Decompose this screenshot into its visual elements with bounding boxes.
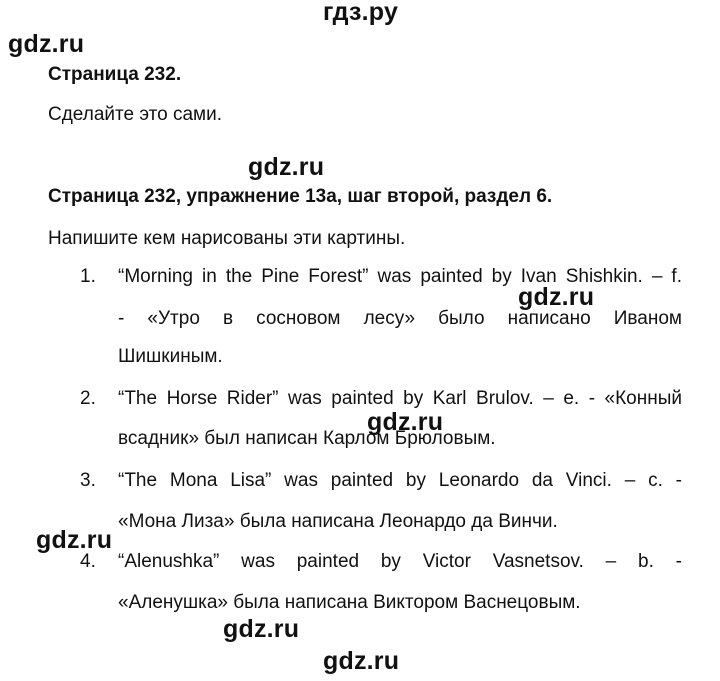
watermark-bottom-1: gdz.ru: [223, 615, 300, 643]
list-item-line: “The Mona Lisa” was painted by Leonardo da Vinci. – c. -: [118, 470, 682, 491]
section1-text: Сделайте это сами.: [48, 104, 222, 125]
list-item-line: «Аленушка» была написана Виктором Васнецовым.: [118, 592, 581, 613]
watermark-top: гдз.ру: [323, 0, 399, 26]
section2-intro: Напишите кем нарисованы эти картины.: [48, 228, 406, 249]
watermark-bottom-2: gdz.ru: [323, 647, 400, 675]
list-item-line: “Morning in the Pine Forest” was painted by Ivan Shishkin. – f.: [118, 266, 682, 287]
list-item-line: “Alenushka” was painted by Victor Vasnetsov. – b. -: [118, 551, 682, 572]
section1-heading: Страница 232.: [48, 64, 182, 85]
list-item-line: всадник» был написан Карлом Брюловым.: [118, 428, 496, 449]
watermark-left-bottom: gdz.ru: [36, 526, 113, 554]
list-item-number: 1.: [80, 266, 96, 287]
watermark-item1: gdz.ru: [518, 283, 595, 311]
list-item-number: 4.: [80, 551, 96, 572]
list-item-number: 2.: [80, 388, 96, 409]
list-item-line: “The Horse Rider” was painted by Karl Brulov. – e. - «Конный: [118, 388, 682, 409]
list-item-line: Шишкиным.: [118, 346, 223, 367]
section2-heading: Страница 232, упражнение 13а, шаг второй, раздел 6.: [48, 186, 553, 207]
list-item-line: «Мона Лиза» была написана Леонардо да Винчи.: [118, 511, 558, 532]
list-item-number: 3.: [80, 470, 96, 491]
watermark-left-top: gdz.ru: [8, 30, 85, 58]
watermark-middle: gdz.ru: [248, 153, 325, 181]
watermark-item2: gdz.ru: [367, 408, 444, 436]
list-item-line: - «Утро в сосновом лесу» было написано Иваном: [118, 308, 682, 329]
